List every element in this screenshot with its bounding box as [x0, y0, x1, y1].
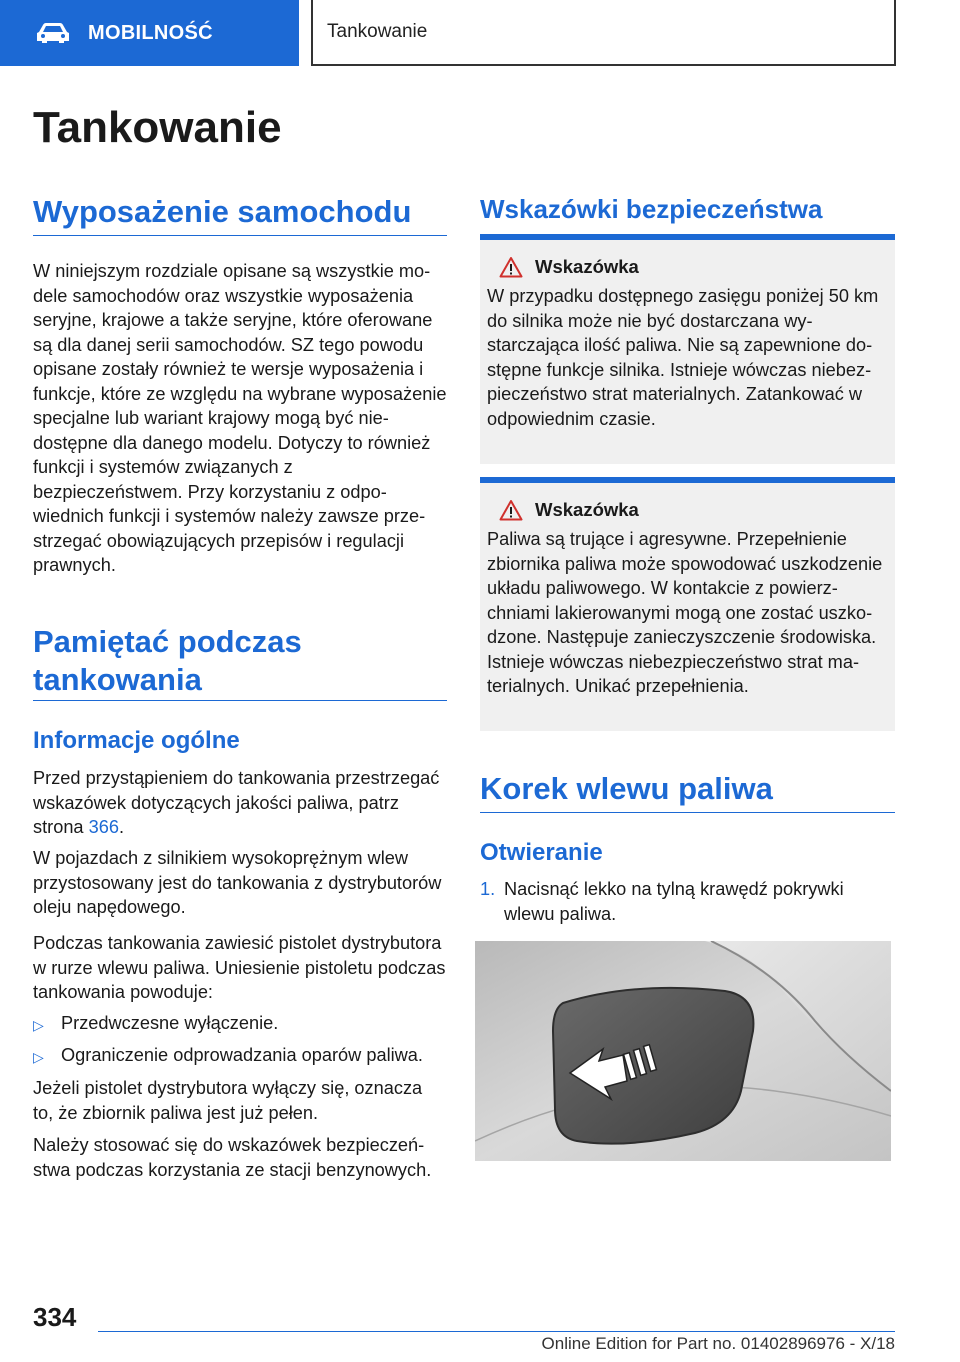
- footer-edition: Online Edition for Part no. 01402896976 - X/18: [541, 1334, 895, 1353]
- warning-icon: [499, 256, 523, 278]
- list-item-text: Przedwczesne wyłączenie.: [61, 1013, 279, 1033]
- note-header: [487, 256, 887, 278]
- heading-rule: [480, 812, 895, 813]
- footer-rule: [98, 1331, 895, 1332]
- section-header: [311, 0, 896, 66]
- heading-safety: Wskazówki bezpieczeństwa: [480, 194, 823, 224]
- triangle-bullet-icon: ▷: [33, 1049, 44, 1065]
- section-title: Tankowanie: [327, 21, 428, 42]
- heading-equipment: Wyposażenie samochodu: [33, 194, 412, 229]
- heading-refuel-notes: Pamiętać podczas tankowania: [33, 624, 302, 697]
- step-item: [480, 877, 895, 926]
- fuel-flap-image: [475, 941, 891, 1161]
- chapter-tab[interactable]: [0, 0, 299, 66]
- page-number: 334: [33, 1302, 77, 1332]
- general-paragraph-3: Podczas tankowania zawiesić pistolet dystrybutora w rurze wlewu paliwa. Uniesienie pistoletu podczas tankowania powoduje:: [33, 933, 446, 1002]
- general-paragraph-2: W pojazdach z silnikiem wysokoprężnym wlew przystosowany jest do tankowania z dystrybutorów oleju napędowego.: [33, 848, 442, 917]
- fuel-flap-illustration: [475, 941, 891, 1161]
- equipment-paragraph: W niniejszym rozdziale opisane są wszystkie modele samochodów oraz wszystkie wyposażenia seryjne, krajowe a także seryjne, które oferowane są dla danej serii samochodów. SZ tego powodu opisane zostały również te wersje wyposażenia i funkcje, które ze względu na wybrane wyposażenie specjalne lub wariant krajowy mogą być niedostępne dla danego modelu. Dotyczy to również funkcji i systemów związanych z bezpieczeństwem. Przy korzystaniu z odpowiednich funkcji i systemów należy zawsze przestrzegać obowiązujących przepisów i regulacji prawnych.: [33, 261, 447, 575]
- car-icon: [36, 22, 70, 44]
- safety-note: [480, 234, 895, 464]
- page-title: Tankowanie: [33, 103, 282, 152]
- triangle-bullet-icon: ▷: [33, 1017, 44, 1033]
- subheading-general: Informacje ogólne: [33, 727, 240, 754]
- page-link[interactable]: 366: [88, 817, 119, 837]
- heading-rule: [33, 700, 447, 701]
- note-header: [487, 499, 887, 521]
- text-span: .: [118, 817, 125, 837]
- step-text: Nacisnąć lekko na tylną krawędź pokrywki wlewu paliwa.: [503, 879, 844, 924]
- heading-rule: [33, 235, 447, 236]
- chapter-label: MOBILNOŚĆ: [88, 21, 213, 44]
- warning-icon: [499, 499, 523, 521]
- heading-fuel-cap: Korek wlewu paliwa: [480, 771, 773, 806]
- note-body: Paliwa są trujące i agresywne. Przepełnienie zbiornika paliwa może spowodować uszkodzenie układu paliwowego. W kontakcie z powierzchniami lakierowanymi mogą one zostać uszkodzone. Następuje zanieczyszczenie środowiska. Istnieje wówczas niebezpieczeństwo strat materialnych. Unikać przepełnienia.: [487, 529, 883, 696]
- general-paragraph-1: [33, 766, 447, 840]
- list-item-text: Ograniczenie odprowadzania oparów paliwa.: [61, 1045, 423, 1065]
- list-item: [33, 1043, 447, 1070]
- general-paragraph-4: Jeżeli pistolet dystrybutora wyłączy się, oznacza to, że zbiornik paliwa jest już pełen.: [33, 1078, 423, 1123]
- step-number: 1.: [480, 879, 496, 899]
- list-item: [33, 1011, 447, 1038]
- subheading-opening: Otwieranie: [480, 839, 603, 866]
- general-paragraph-5: Należy stosować się do wskazówek bezpieczeństwa podczas korzystania ze stacji benzynowych.: [33, 1135, 432, 1180]
- note-title: Wskazówka: [535, 256, 639, 277]
- note-title: Wskazówka: [535, 499, 639, 520]
- note-body: W przypadku dostępnego zasięgu poniżej 50 km do silnika może nie być dostarczana wystarczająca ilość paliwa. Nie są zapewnione dostępne funkcje silnika. Istnieje wówczas niebezpieczeństwo strat materialnych. Zatankować w odpowiednim czasie.: [487, 286, 879, 429]
- text-span: Przed przystąpieniem do tankowania przestrzegać wskazówek dotyczących jakości paliwa, patrz strona: [33, 768, 440, 837]
- safety-note: [480, 477, 895, 731]
